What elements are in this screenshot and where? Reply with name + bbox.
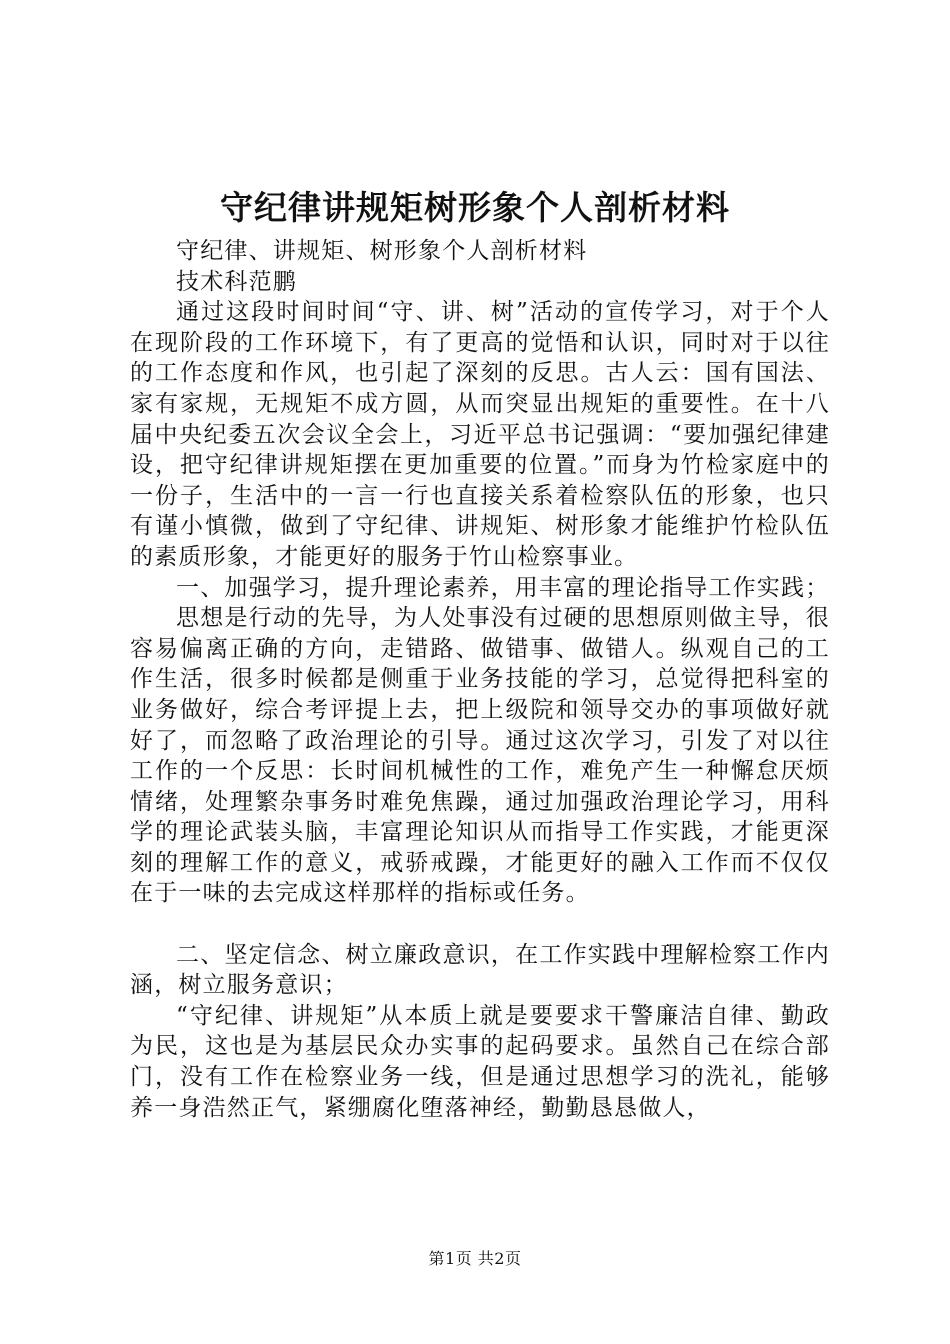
section-heading: 一、加强学习，提升理论素养，用丰富的理论指导工作实践； [176,574,830,601]
subtitle-paragraph: 守纪律、讲规矩、树形象个人剖析材料 [176,238,588,264]
body-paragraph: 思想是行动的先导，为人处事没有过硬的思想原则做主导，很容易偏离正确的方向，走错路、做错事、做错人。纵观自己的工作生活，很多时候都是侧重于业务技能的学习，总觉得把科室的业务做好，综合考评提上去，把上级院和领导交办的事项做好就好了，而忽略了政治理论的引导。通过这次学习，引发了对以往工作的一个反思：长时间机械性的工作，难免产生一种懈怠厌烦情绪，处理繁杂事务时难免焦躁，通过加强政治理论学习，用科学的理论武装头脑，丰富理论知识从而指导工作实践，才能更深刻的理解工作的意义，戒骄戒躁，才能更好的融入工作而不仅仅在于一味的去完成这样那样的指标或任务。 [130,605,830,907]
page-number-footer: 第1页 共2页 [428,1249,522,1268]
document-body [130,236,830,1123]
section-heading: 二、坚定信念、树立廉政意识，在工作实践中理解检察工作内涵，树立服务意识； [130,941,830,999]
document-title: 守纪律讲规矩树形象个人剖析材料 [220,188,730,227]
body-paragraph: 通过这段时间时间“守、讲、树”活动的宣传学习，对于个人在现阶段的工作环境下，有了更高的觉悟和认识，同时对于以往的工作态度和作风，也引起了深刻的反思。古人云：国有国法、家有家规，无规矩不成方圆，从而突显出规矩的重要性。在十八届中央纪委五次会议全会上，习近平总书记强调：“要加强纪律建设，把守纪律讲规矩摆在更加重要的位置。”而身为竹检家庭中的一份子，生活中的一言一行也直接关系着检察队伍的形象，也只有谨小慎微，做到了守纪律、讲规矩、树形象才能维护竹检队伍的素质形象，才能更好的服务于竹山检察事业。 [130,299,830,570]
author-line: 技术科范鹏 [176,268,297,295]
body-paragraph: “守纪律、讲规矩”从本质上就是要要求干警廉洁自律、勤政为民，这也是为基层民众办实事的起码要求。虽然自己在综合部门，没有工作在检察业务一线，但是通过思想学习的洗礼，能够养一身浩然正气，紧绷腐化堕落神经，勤勤恳恳做人， [130,1002,830,1121]
